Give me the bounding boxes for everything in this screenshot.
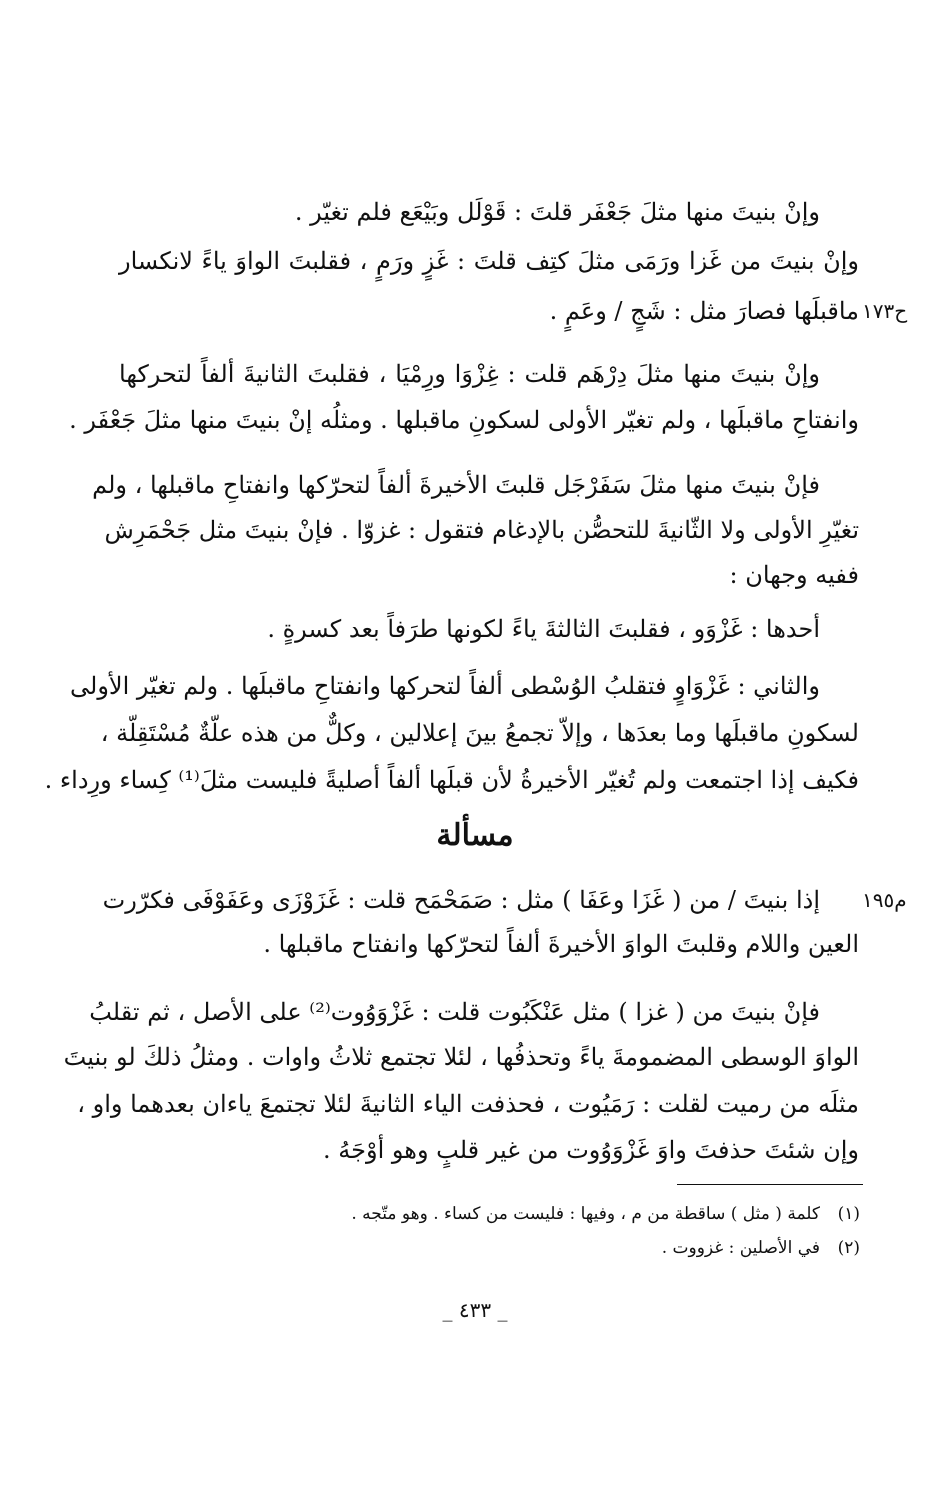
text-line: وإنْ بنيتَ من غَزا ورَمَى مثلَ كتِف قلتَ : غَزٍ ورَمٍ ، فقلبتَ الواوَ ياءً لانكسار: [119, 247, 859, 275]
text-line: فكيف إذا اجتمعت ولم تُغيّر الأخيرةُ لأن قبلَها ألفاً أصليةً فليست مثلَ⁽¹⁾ كِساء ورِداء .: [44, 766, 859, 794]
text-line: ففيه وجهان :: [729, 561, 859, 589]
text-line: مثلَه من رميت لقلت : رَمَيُوت ، فحذفت الياء الثانيةَ لئلا تجتمعَ ياءان بعدهما واو ،: [77, 1090, 859, 1118]
page-number: _ ٤٣٣ _: [442, 1298, 508, 1322]
footnote-separator: [677, 1184, 863, 1185]
text-line: فإنْ بنيتَ من ( غزا ) مثل عَنْكَبُوت قلت : غَزْوَوُوت⁽²⁾ على الأصل ، ثم تقلبُ: [89, 998, 820, 1026]
text-line: والثاني : غَزْوَاوٍ فتقلبُ الوُسْطى ألفاً لتحركها وانفتاحِ ماقبلَها . ولم تغيّر الأولى: [70, 672, 820, 700]
text-line: ماقبلَها فصارَ مثل : شَجٍ / وعَمٍ .: [549, 297, 859, 325]
section-heading: مسألة: [436, 818, 514, 853]
footnote-text: كلمة ( مثل ) ساقطة من م ، وفيها : فليست من كساء . وهو متّجه .: [351, 1204, 820, 1224]
footnote-number: (٢): [837, 1238, 860, 1258]
text-line: لسكونِ ماقبلَها وما بعدَها ، وإلاّ تجمعُ بينَ إعلالين ، وكلٌّ من هذه علّةٌ مُسْتَقِلّة ،: [100, 719, 859, 747]
text-line: وإنْ بنيتَ منها مثلَ دِرْهَم قلت : غِزْوَا ورِمْيَا ، فقلبتَ الثانيةَ ألفاً لتحركها: [119, 360, 820, 388]
text-line: الواوَ الوسطى المضمومةَ ياءً وتحذفُها ، لئلا تجتمع ثلاثُ واوات . ومثلُ ذلكَ لو بنيتَ: [63, 1043, 859, 1071]
text-line: وإن شئتَ حذفتَ واوَ غَزْوَوُوت من غير قلبٍ وهو أوْجَهُ .: [323, 1136, 859, 1164]
text-line: وإنْ بنيتَ منها مثلَ جَعْفَر قلتَ : قَوْلَل وبَيْعَع فلم تغيّر .: [294, 198, 820, 226]
margin-reference: ح١٧٣: [862, 299, 908, 323]
text-line: إذا بنيتَ / من ( غَزَا وعَفَا ) مثل : صَمَحْمَح قلت : غَزَوْزَى وعَفَوْفَى فكرّرت: [102, 886, 820, 914]
text-line: وانفتاحِ ماقبلَها ، ولم تغيّر الأولى لسكونِ ماقبلها . ومثلُه إنْ بنيتَ منها مثلَ جَعْفَر .: [69, 406, 859, 434]
text-line: العين واللام وقلبتَ الواوَ الأخيرةَ ألفاً لتحرّكها وانفتاح ماقبلها .: [263, 930, 859, 958]
text-line: تغيّرِ الأولى ولا الثّانيةَ للتحصُّن بالإدغام فتقول : غزوّا . فإنْ بنيتَ مثل جَحْمَرِش: [104, 516, 859, 544]
margin-reference: م١٩٥: [862, 888, 907, 912]
footnote-text: في الأصلين : غزووت .: [661, 1238, 820, 1258]
footnote-number: (١): [837, 1204, 860, 1224]
text-line: أحدها : غَزْوَو ، فقلبتَ الثالثةَ ياءً لكونها طرَفاً بعد كسرةٍ .: [267, 615, 820, 643]
text-line: فإنْ بنيتَ منها مثلَ سَفَرْجَل قلبتَ الأخيرةَ ألفاً لتحرّكها وانفتاحِ ماقبلها ، ولم: [92, 471, 820, 499]
